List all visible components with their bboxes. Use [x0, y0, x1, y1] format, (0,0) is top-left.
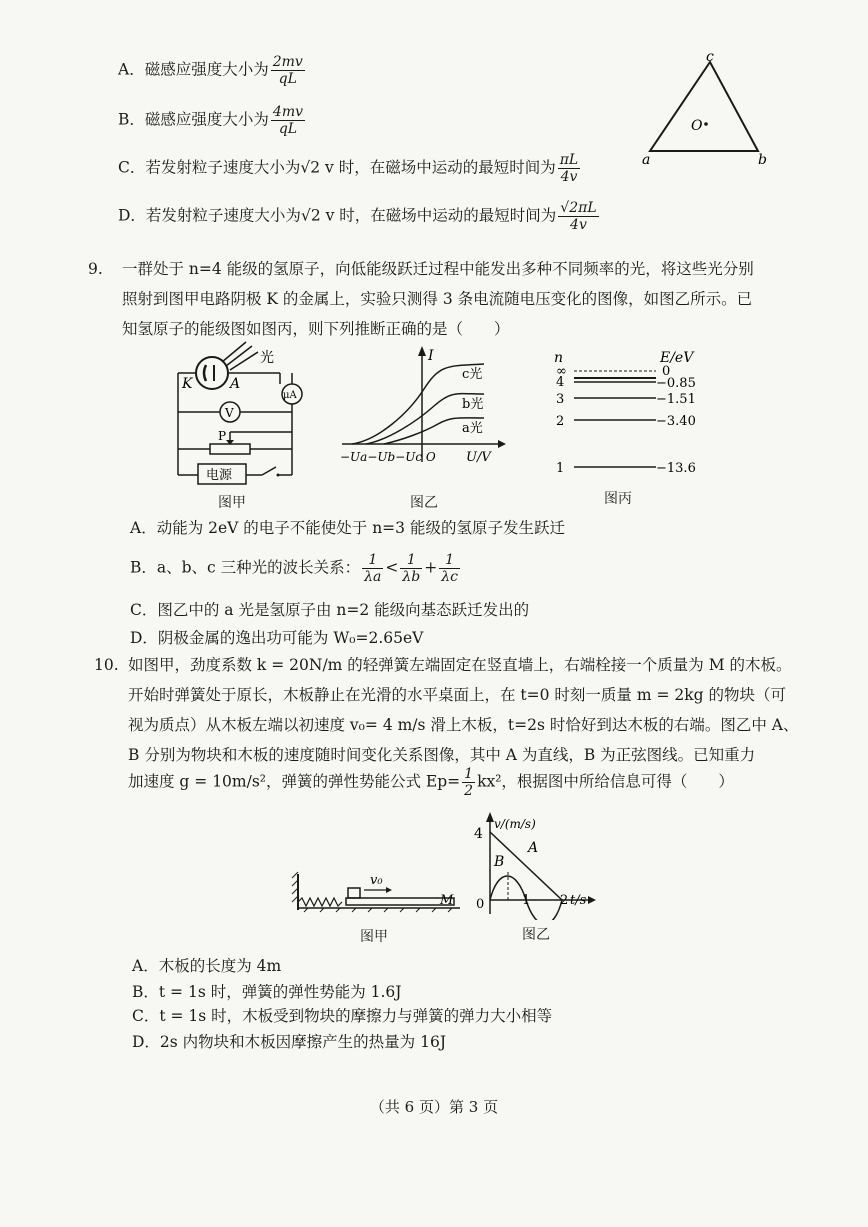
level-1-n: 1 — [556, 461, 565, 476]
q8-d-mid: √2 v 时，在磁场中运动的最短时间为 — [300, 206, 557, 225]
q10-vt-graph — [468, 810, 598, 920]
q9-fig3-caption: 图丙 — [604, 491, 632, 507]
q9-line-2: 照射到图甲电路阴极 K 的金属上，实验只测得 3 条电流随电压变化的图像，如图乙所示。已 — [122, 290, 753, 308]
q9-line-3: 知氢原子的能级图如图丙，则下列推断正确的是（ ） — [122, 320, 510, 338]
q8-b-text: B．磁感应强度大小为 — [118, 110, 269, 129]
q10-fig2-caption: 图乙 — [522, 927, 550, 943]
power-label: 电源 — [206, 468, 233, 483]
q9-number: 9. — [88, 260, 103, 278]
q8-b-den: qL — [278, 121, 298, 138]
light-label: 光 — [260, 350, 274, 366]
q8-c-mid: √2 v 时，在磁场中运动的最短时间为 — [300, 158, 556, 177]
triangle-label-o: O — [691, 118, 703, 134]
q10-number: 10. — [94, 656, 119, 674]
level-4-e: −0.85 — [656, 376, 696, 391]
q9-fig2-caption: 图乙 — [410, 495, 438, 511]
q10-line5-pre: 加速度 g = 10m/s²，弹簧的弹性势能公式 Ep= — [128, 772, 461, 791]
b-light-label: b光 — [462, 397, 484, 412]
q9-option-d: D．阴极金属的逸出功可能为 W₀=2.65eV — [130, 629, 424, 647]
q9-b-plus: + — [424, 558, 438, 577]
q8-c-den: 4v — [560, 169, 578, 186]
board-mass-label: M — [440, 893, 454, 908]
q8-d-text: D．若发射粒子速度大小为 — [118, 206, 301, 225]
origin-label: 0 — [476, 897, 485, 912]
q9-b-lhs-num: 1 — [362, 552, 383, 569]
q8-c-fraction — [558, 152, 581, 185]
level-3-n: 3 — [556, 392, 565, 407]
q9-b-r2-num: 1 — [439, 552, 460, 569]
center-dot — [704, 122, 708, 126]
q9-b-r2-den: λc — [441, 569, 458, 586]
level-3-e: −1.51 — [656, 392, 696, 407]
stopping-voltage-labels: −Ua−Ub−Uc O — [340, 450, 436, 464]
triangle-shape — [650, 62, 758, 151]
level-2-e: −3.40 — [656, 414, 696, 429]
q8-a-text: A．磁感应强度大小为 — [118, 60, 269, 79]
q10-line5-post: kx²，根据图中所给信息可得（ ） — [477, 772, 734, 791]
v0-label: v₀ — [370, 873, 383, 888]
q9-b-frac-lhs — [362, 552, 383, 585]
level-4-n: 4 — [556, 375, 565, 390]
block — [348, 888, 360, 898]
q10-line-2: 开始时弹簧处于原长，木板静止在光滑的水平桌面上，在 t=0 时刻一质量 m = 2kg 的物块（可 — [128, 686, 787, 704]
q9-b-frac-r2 — [439, 552, 460, 585]
q10-option-b: B．t = 1s 时，弹簧的弹性势能为 1.6J — [132, 983, 402, 1001]
q8-d-num: √2πL — [560, 200, 597, 216]
triangle-label-c: c — [706, 49, 714, 65]
level-2-n: 2 — [556, 414, 565, 429]
curve-a-label: A — [528, 840, 539, 856]
q8-b-fraction — [271, 104, 305, 137]
q9-energy-level-diagram — [552, 348, 712, 478]
slider-label: P — [218, 429, 227, 443]
q10-spring-board-figure — [290, 864, 470, 914]
q10-half-num: 1 — [464, 766, 474, 782]
q9-iu-graph — [338, 344, 508, 470]
q9-option-a: A．动能为 2eV 的电子不能使处于 n=3 能级的氢原子发生跃迁 — [130, 519, 565, 537]
board — [346, 898, 454, 905]
spring — [298, 898, 342, 906]
v-axis-label: v/(m/s) — [494, 817, 536, 831]
q8-d-den: 4v — [570, 217, 587, 234]
q9-fig1-caption: 图甲 — [218, 495, 246, 511]
q10-line-1: 如图甲，劲度系数 k = 20N/m 的轻弹簧左端固定在竖直墙上，右端栓接一个质量为 M 的木板。 — [128, 656, 792, 674]
q9-b-lhs-den: λa — [364, 569, 382, 586]
level-inf-e: 0 — [662, 364, 671, 379]
q10-option-c: C．t = 1s 时，木板受到物块的摩擦力与弹簧的弹力大小相等 — [132, 1007, 553, 1025]
q8-a-den: qL — [278, 71, 297, 88]
i-axis-label: I — [428, 348, 434, 364]
q8-a-fraction — [271, 54, 305, 87]
microammeter-label: μA — [283, 390, 297, 401]
t-tick-1: 1 — [522, 893, 531, 908]
page-footer: （共 6 页）第 3 页 — [369, 1098, 499, 1116]
cathode-label: K — [182, 376, 193, 392]
triangle-label-b: b — [758, 152, 767, 168]
rheostat — [210, 444, 250, 454]
q9-circuit-figure — [168, 340, 308, 490]
level-1-e: −13.6 — [656, 461, 696, 476]
q8-d-fraction — [558, 200, 598, 233]
q9-b-r1-num: 1 — [400, 552, 422, 569]
e-label: E/eV — [660, 350, 694, 366]
q9-b-text: B．a、b、c 三种光的波长关系： — [130, 558, 361, 577]
q9-line-1: 一群处于 n=4 能级的氢原子，向低能级跃迁过程中能发出多种不同频率的光，将这些光分别 — [122, 260, 754, 278]
u-axis-label: U/V — [466, 450, 491, 465]
q10-fig1-caption: 图甲 — [360, 929, 388, 945]
q10-option-a: A．木板的长度为 4m — [132, 957, 282, 975]
n-label: n — [554, 350, 564, 366]
triangle-figure — [636, 48, 776, 168]
q8-c-text: C．若发射粒子速度大小为 — [118, 158, 301, 177]
q10-line-5 — [128, 766, 734, 799]
triangle-label-a: a — [642, 152, 651, 168]
q9-b-op: < — [385, 558, 399, 577]
q10-line-4: B 分别为物块和木板的速度随时间变化关系图像，其中 A 为直线，B 为正弦图线。已知重力 — [128, 746, 756, 764]
q9-b-frac-r1 — [400, 552, 422, 585]
q8-option-b — [118, 104, 307, 137]
q10-half-den: 2 — [464, 783, 474, 800]
q9-option-b — [130, 552, 462, 585]
q8-option-c — [118, 152, 582, 185]
q8-c-num: πL — [559, 152, 579, 168]
v-tick-4: 4 — [474, 826, 483, 842]
q9-option-c: C．图乙中的 a 光是氢原子由 n=2 能级向基态跃迁发出的 — [130, 601, 530, 619]
q8-option-a — [118, 54, 307, 87]
q8-b-num: 4mv — [272, 104, 303, 120]
q10-option-d: D．2s 内物块和木板因摩擦产生的热量为 16J — [132, 1033, 447, 1051]
q8-option-d — [118, 200, 601, 233]
anode-label: A — [230, 376, 241, 392]
a-light-label: a光 — [462, 421, 483, 436]
q8-a-num: 2mv — [272, 54, 303, 70]
cathode — [204, 365, 206, 381]
t-axis-label: t/s — [570, 893, 587, 908]
q10-line-3: 视为质点）从木板左端以初速度 v₀= 4 m/s 滑上木板，t=2s 时恰好到达木板的右端。图乙中 A、 — [128, 716, 799, 734]
c-light-label: c光 — [462, 367, 483, 382]
level-inf-n: ∞ — [556, 364, 567, 379]
q9-b-r1-den: λb — [402, 569, 421, 586]
q10-half-fraction — [462, 766, 475, 799]
curve-b-label: B — [494, 854, 505, 870]
voltmeter-label: V — [225, 406, 234, 420]
switch — [262, 467, 276, 475]
t-tick-2: 2 — [560, 893, 569, 908]
